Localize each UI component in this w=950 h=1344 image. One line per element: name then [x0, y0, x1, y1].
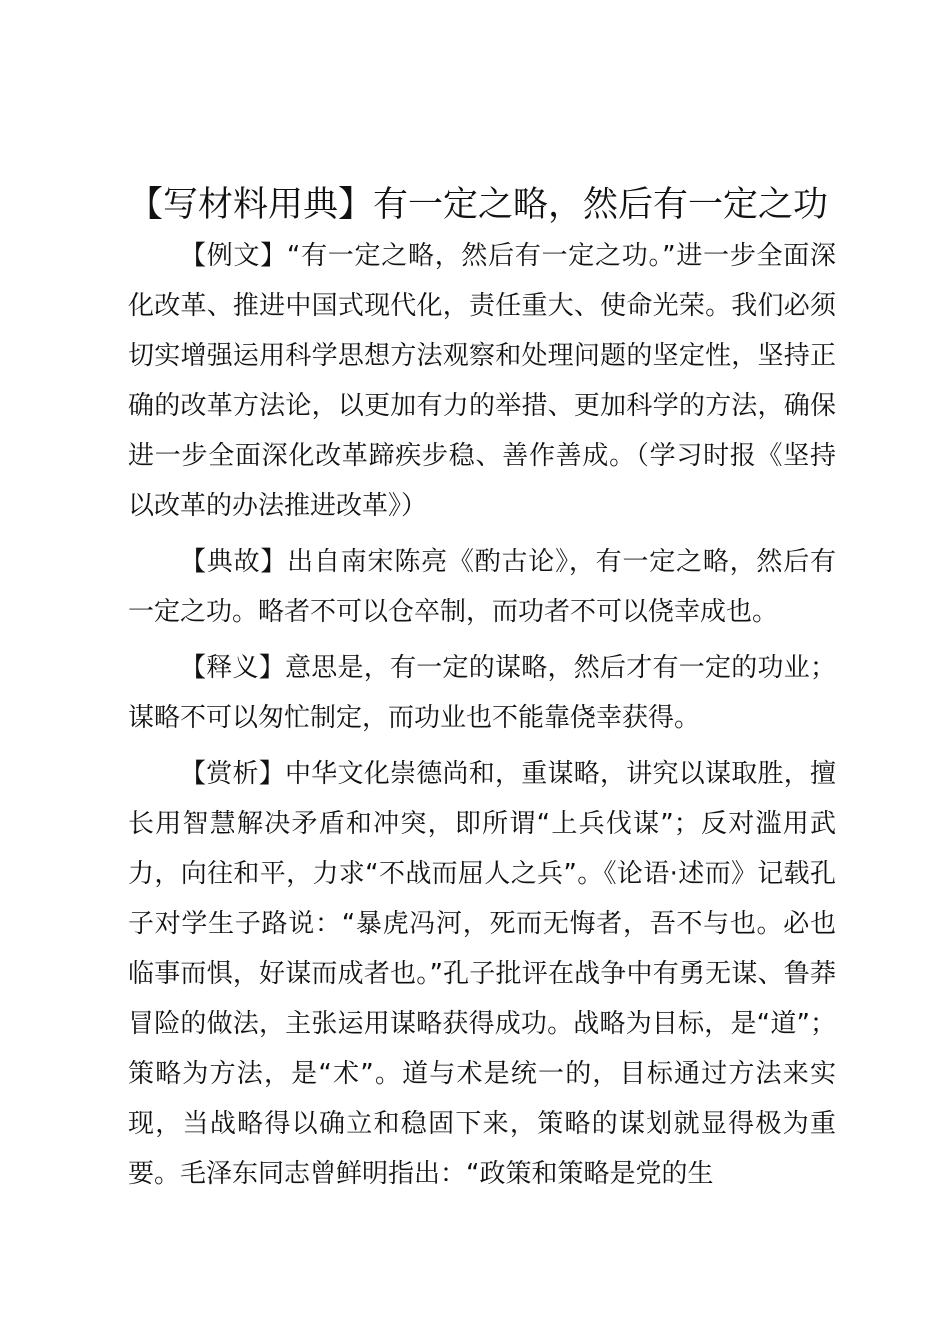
allusion-paragraph: 【典故】出自南宋陈亮《酌古论》，有一定之略，然后有一定之功。略者不可以仓卒制，而功者不可以侥幸成也。 — [128, 547, 836, 627]
analysis-paragraph: 【赏析】中华文化崇德尚和，重谋略，讲究以谋取胜，擅长用智慧解决矛盾和冲突，即所谓“上兵伐谋”；反对滥用武力，向往和平，力求“不战而屈人之兵”。《论语·述而》记载孔子对学生子路说：“暴虎冯河，死而无悔者，吾不与也。必也临事而惧，好谋而成者也。”孔子批评在战争中有勇无谋、鲁莽冒险的做法，主张运用谋略获得成功。战略为目标，是“道”；策略为方法，是“术”。道与术是统一的，目标通过方法来实现，当战略得以确立和稳固下来，策略的谋划就显得极为重要。毛泽东同志曾鲜明指出：“政策和策略是党的生 — [128, 759, 836, 1189]
interpretation-paragraph: 【释义】意思是，有一定的谋略，然后才有一定的功业；谋略不可以匆忙制定，而功业也不能靠侥幸获得。 — [128, 653, 836, 733]
document-title: 【写材料用典】有一定之略，然后有一定之功 — [128, 185, 829, 225]
example-paragraph: 【例文】“有一定之略，然后有一定之功。”进一步全面深化改革、推进中国式现代化，责任重大、使命光荣。我们必须切实增强运用科学思想方法观察和处理问题的坚定性，坚持正确的改革方法论，以更加有力的举措、更加科学的方法，确保进一步全面深化改革蹄疾步稳、善作善成。（学习时报《坚持以改革的办法推进改革》） — [128, 241, 836, 521]
document-body — [128, 231, 836, 1205]
